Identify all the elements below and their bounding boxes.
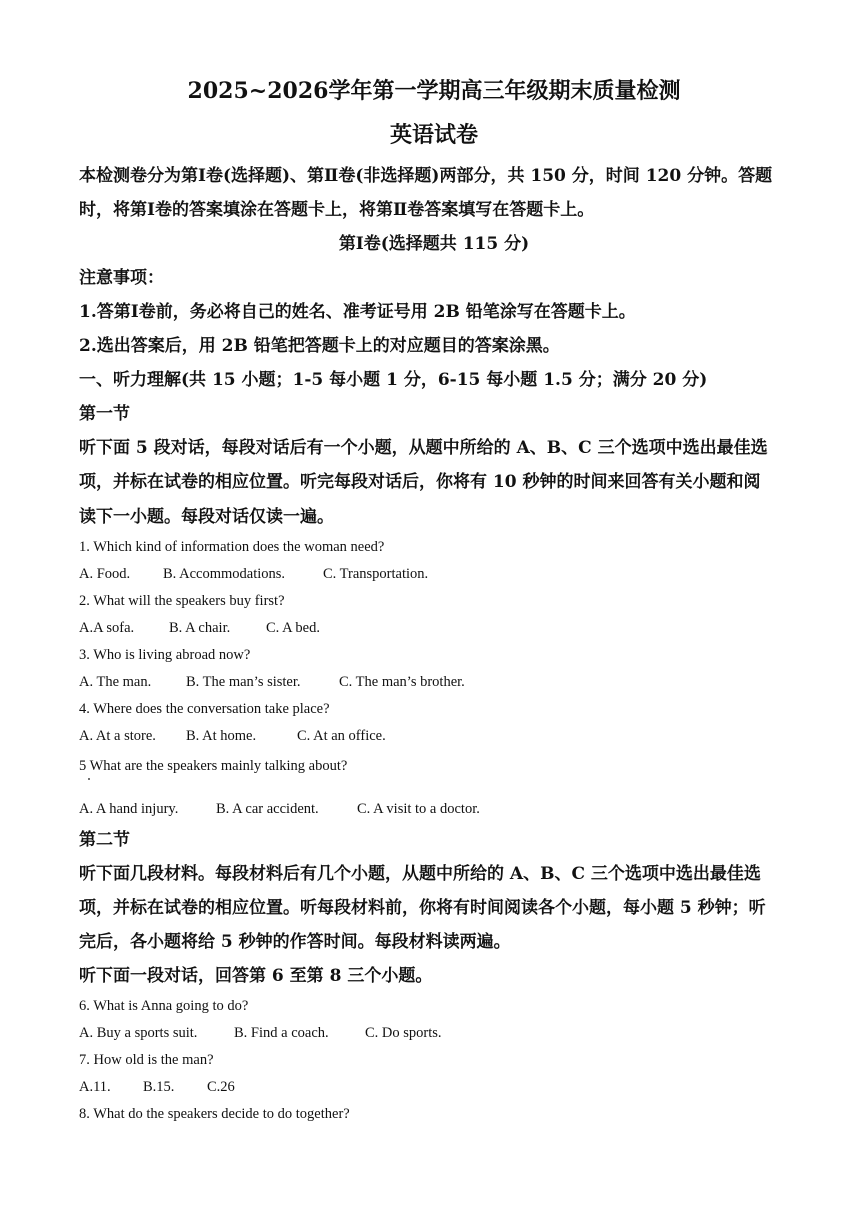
option-c: C. A bed.	[266, 620, 320, 636]
option-c: C. At an office.	[297, 728, 386, 744]
section2-instruction-1: 听下面几段材料。每段材料后有几个小题，从题中所给的 A、B、C 三个选项中选出最佳选	[79, 864, 761, 884]
question-7-options	[79, 1078, 235, 1096]
section1-instruction-3: 读下一小题。每段对话仅读一遍。	[79, 507, 334, 527]
section1-heading: 一、听力理解(共 15 小题；1-5 每小题 1 分，6-15 每小题 1.5 分；满分 20 分)	[79, 370, 708, 390]
option-a: A. Food.	[79, 566, 131, 582]
section1-instruction-2: 项，并标在试卷的相应位置。听完每段对话后，你将有 10 秒钟的时间来回答有关小题和阅	[79, 472, 761, 492]
exam-title: 2025~2026学年第一学期高三年级期末质量检测	[187, 78, 681, 104]
question-3-options	[79, 673, 465, 691]
question-6: 6. What is Anna going to do?	[79, 998, 249, 1014]
question-7: 7. How old is the man?	[79, 1052, 214, 1068]
question-6-options	[79, 1024, 442, 1042]
option-a: A. A hand injury.	[79, 801, 179, 817]
exam-subtitle: 英语试卷	[389, 122, 478, 148]
question-8: 8. What do the speakers decide to do together?	[79, 1106, 350, 1122]
part1-title: 第Ⅰ卷(选择题共 115 分)	[338, 234, 530, 254]
option-b: B. Find a coach.	[234, 1025, 329, 1041]
question-2: 2. What will the speakers buy first?	[79, 593, 285, 609]
question-1: 1. Which kind of information does the woman need?	[79, 539, 385, 555]
option-a: A. Buy a sports suit.	[79, 1025, 198, 1041]
section1-part-label: 第一节	[79, 404, 130, 424]
question-2-options	[79, 619, 320, 637]
option-b: B. The man’s sister.	[186, 674, 301, 690]
option-a: A.11.	[79, 1079, 111, 1095]
option-c: C. Do sports.	[365, 1025, 442, 1041]
section2-instruction-2: 项，并标在试卷的相应位置。听每段材料前，你将有时间阅读各个小题，每小题 5 秒钟；听	[79, 898, 766, 918]
dialogue-intro: 听下面一段对话，回答第 6 至第 8 三个小题。	[79, 966, 433, 986]
option-c: C. A visit to a doctor.	[357, 801, 480, 817]
question-1-options	[79, 565, 428, 583]
option-c: C.26	[207, 1079, 235, 1095]
question-3: 3. Who is living abroad now?	[79, 647, 251, 663]
notes-item-2: 2.选出答案后，用 2B 铅笔把答题卡上的对应题目的答案涂黑。	[79, 336, 560, 356]
stray-dot	[88, 778, 90, 780]
option-b: B. At home.	[186, 728, 257, 744]
option-b: B.15.	[143, 1079, 175, 1095]
option-b: B. A car accident.	[216, 801, 319, 817]
section1-instruction-1: 听下面 5 段对话，每段对话后有一个小题，从题中所给的 A、B、C 三个选项中选出最佳选	[79, 438, 768, 458]
notes-item-1: 1.答第Ⅰ卷前，务必将自己的姓名、准考证号用 2B 铅笔涂写在答题卡上。	[79, 302, 636, 322]
intro-line-2: 时，将第Ⅰ卷的答案填涂在答题卡上，将第Ⅱ卷答案填写在答题卡上。	[79, 200, 595, 220]
question-4: 4. Where does the conversation take place?	[79, 701, 330, 717]
question-5: 5 What are the speakers mainly talking about?	[79, 758, 348, 774]
option-c: C. Transportation.	[323, 566, 429, 582]
notes-heading: 注意事项：	[79, 268, 164, 288]
section2-part-label: 第二节	[79, 830, 130, 850]
option-b: B. A chair.	[169, 620, 231, 636]
intro-line-1: 本检测卷分为第Ⅰ卷(选择题)、第Ⅱ卷(非选择题)两部分，共 150 分，时间 120 分钟。答题	[79, 166, 773, 186]
option-b: B. Accommodations.	[163, 566, 286, 582]
option-a: A.A sofa.	[79, 620, 135, 636]
question-4-options	[79, 727, 386, 745]
question-5-options	[79, 800, 480, 818]
option-c: C. The man’s brother.	[339, 674, 465, 690]
option-a: A. The man.	[79, 674, 152, 690]
section2-instruction-3: 完后，各小题将给 5 秒钟的作答时间。每段材料读两遍。	[79, 932, 511, 952]
option-a: A. At a store.	[79, 728, 156, 744]
